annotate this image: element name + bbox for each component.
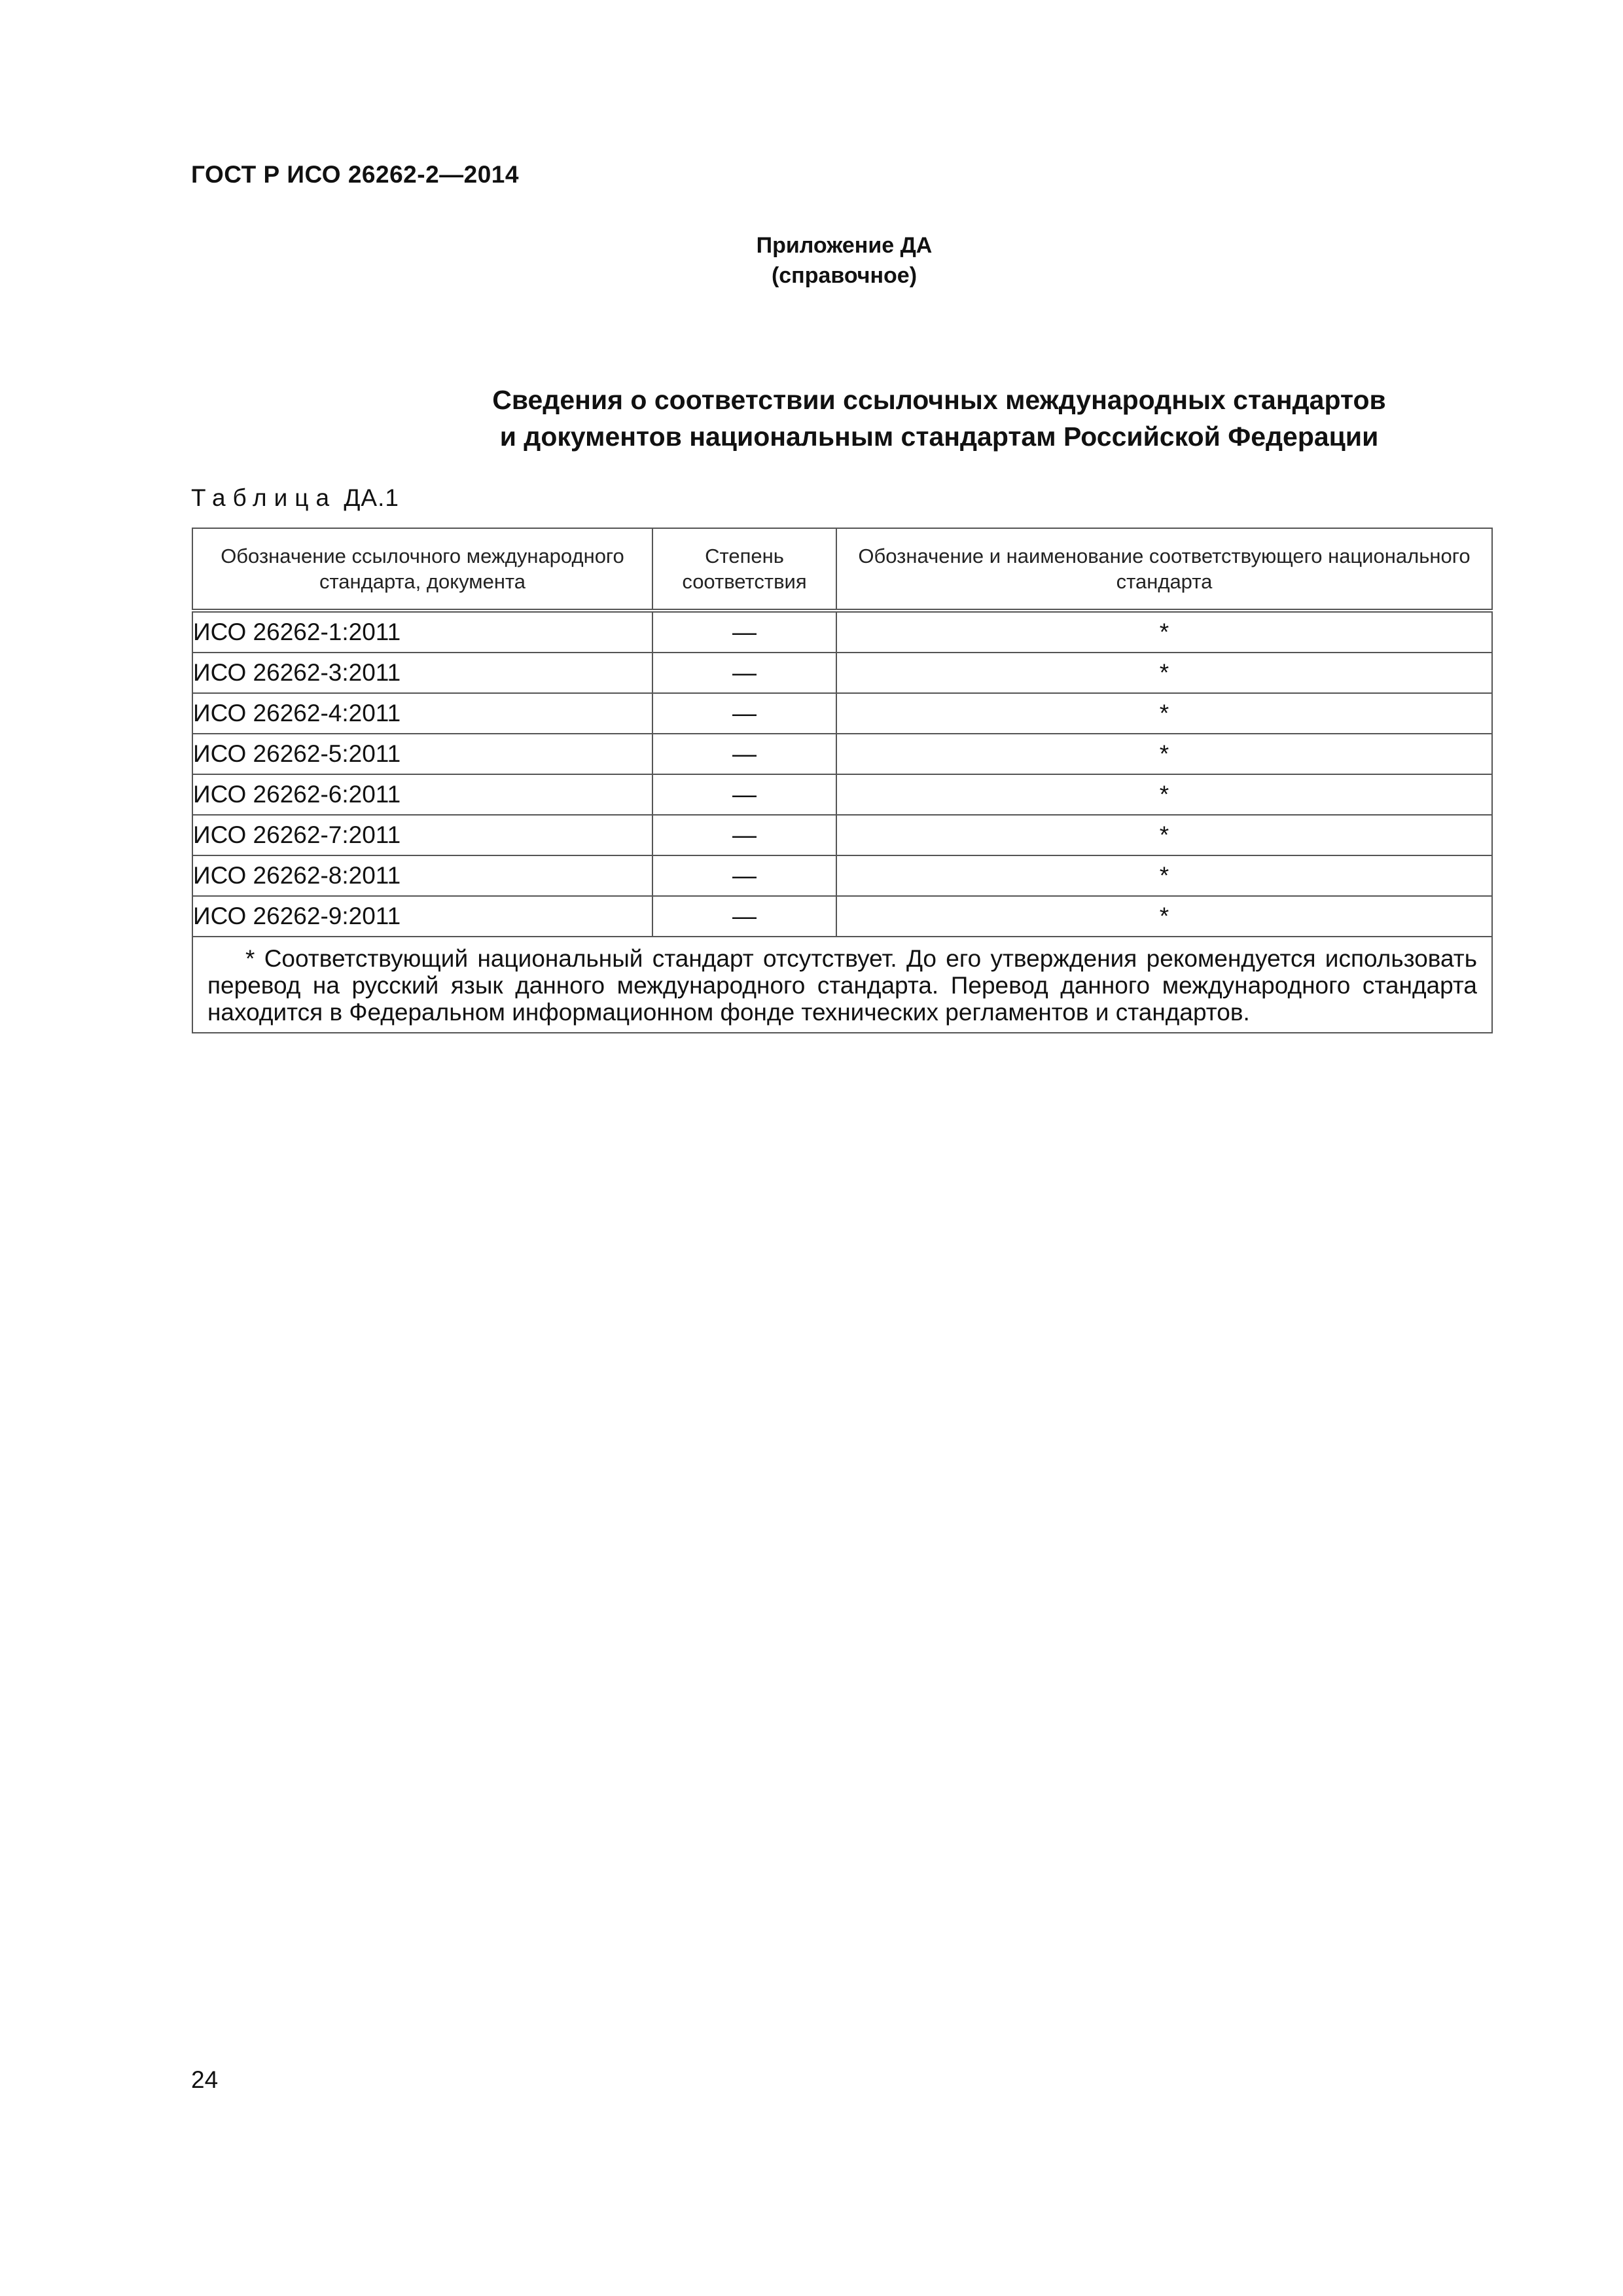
- cell-national-standard: *: [836, 611, 1492, 653]
- cell-degree: —: [652, 855, 836, 896]
- table-row: [192, 693, 1492, 734]
- cell-standard-code: ИСО 26262-7:2011: [192, 815, 652, 855]
- table-row: [192, 774, 1492, 815]
- annex-title: Приложение ДА: [756, 233, 933, 258]
- cell-national-standard: *: [836, 653, 1492, 693]
- table-row: [192, 653, 1492, 693]
- section-title: [191, 382, 1623, 455]
- cell-degree: —: [652, 693, 836, 734]
- footnote-text: * Соответствующий национальный стандарт отсутствует. До его утверждения рекомендуется использовать перевод на русский язык данного международного стандарта. Перевод данного международного стандарта находится в Федеральном информационном фонде технических регламентов и стандартов.: [207, 945, 1477, 1026]
- section-title-line-2: и документов национальным стандартам Российской Федерации: [499, 422, 1379, 452]
- cell-degree: —: [652, 734, 836, 774]
- table-caption-number: ДА.1: [344, 484, 399, 511]
- cell-standard-code: ИСО 26262-8:2011: [192, 855, 652, 896]
- table-footnote: [192, 937, 1492, 1033]
- cell-degree: —: [652, 815, 836, 855]
- table-header-row: [192, 528, 1492, 611]
- cell-national-standard: *: [836, 693, 1492, 734]
- cell-national-standard: *: [836, 734, 1492, 774]
- cell-national-standard: *: [836, 855, 1492, 896]
- cell-degree: —: [652, 774, 836, 815]
- cell-degree: —: [652, 653, 836, 693]
- table-row: [192, 855, 1492, 896]
- annex-type: (справочное): [771, 263, 918, 288]
- cell-standard-code: ИСО 26262-4:2011: [192, 693, 652, 734]
- cell-national-standard: *: [836, 896, 1492, 937]
- cell-degree: —: [652, 611, 836, 653]
- cell-national-standard: *: [836, 815, 1492, 855]
- table-caption-word: Таблица: [191, 484, 337, 511]
- cell-standard-code: ИСО 26262-6:2011: [192, 774, 652, 815]
- table-row: [192, 611, 1492, 653]
- cell-standard-code: ИСО 26262-1:2011: [192, 611, 652, 653]
- cell-national-standard: *: [836, 774, 1492, 815]
- table-row: [192, 734, 1492, 774]
- document-code: ГОСТ Р ИСО 26262-2—2014: [191, 161, 519, 188]
- cell-standard-code: ИСО 26262-3:2011: [192, 653, 652, 693]
- table-row: [192, 896, 1492, 937]
- cell-standard-code: ИСО 26262-5:2011: [192, 734, 652, 774]
- column-header-degree: Степень соответствия: [652, 528, 836, 611]
- section-title-line-1: Сведения о соответствии ссылочных международных стандартов: [492, 385, 1386, 415]
- table-row: [192, 815, 1492, 855]
- table-footnote-row: [192, 937, 1492, 1033]
- annex-heading: [0, 230, 1623, 291]
- correspondence-table: [192, 528, 1493, 1033]
- page-number: 24: [191, 2066, 219, 2093]
- table-caption: [191, 484, 399, 512]
- column-header-national-standard: Обозначение и наименование соответствующего национального стандарта: [836, 528, 1492, 611]
- cell-standard-code: ИСО 26262-9:2011: [192, 896, 652, 937]
- column-header-international-standard: Обозначение ссылочного международного стандарта, документа: [192, 528, 652, 611]
- cell-degree: —: [652, 896, 836, 937]
